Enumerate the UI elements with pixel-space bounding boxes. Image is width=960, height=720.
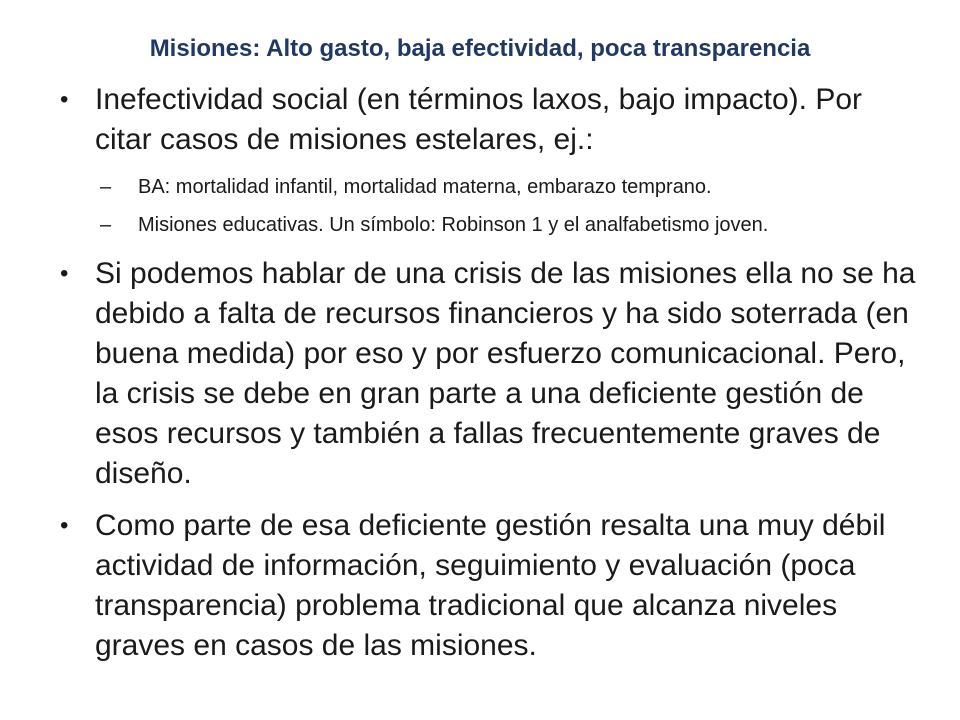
bullet-item (60, 506, 920, 666)
sub-bullet-item (60, 210, 920, 240)
bullet-text: Como parte de esa deficiente gestión resalta una muy débil actividad de información, seguimiento y evaluación (poca transparencia) problema tradicional que alcanza niveles graves en casos de las misiones. (95, 509, 886, 662)
sub-bullet-item (60, 172, 920, 202)
bullet-item (60, 80, 920, 160)
slide-title: Misiones: Alto gasto, baja efectividad, poca transparencia (149, 35, 811, 62)
dash-icon: – (100, 214, 112, 236)
sub-bullet-list (60, 172, 920, 240)
slide-content (60, 80, 920, 678)
bullet-dot-icon: • (60, 86, 69, 113)
bullet-item (60, 254, 920, 494)
dash-icon: – (100, 176, 112, 198)
sub-bullet-text: BA: mortalidad infantil, mortalidad materna, embarazo temprano. (138, 176, 712, 198)
bullet-dot-icon: • (60, 512, 69, 539)
bullet-text: Si podemos hablar de una crisis de las misiones ella no se ha debido a falta de recursos financieros y ha sido soterrada (en buena medida) por eso y por esfuerzo comunicacional. Pero, la crisis se debe en gran parte a una deficiente gestión de esos recursos y también a fallas frecuentemente graves de diseño. (95, 257, 916, 490)
bullet-text: Inefectividad social (en términos laxos, bajo impacto). Por citar casos de misiones estelares, ej.: (95, 83, 863, 156)
sub-bullet-text: Misiones educativas. Un símbolo: Robinson 1 y el analfabetismo joven. (138, 214, 769, 236)
bullet-dot-icon: • (60, 260, 69, 287)
